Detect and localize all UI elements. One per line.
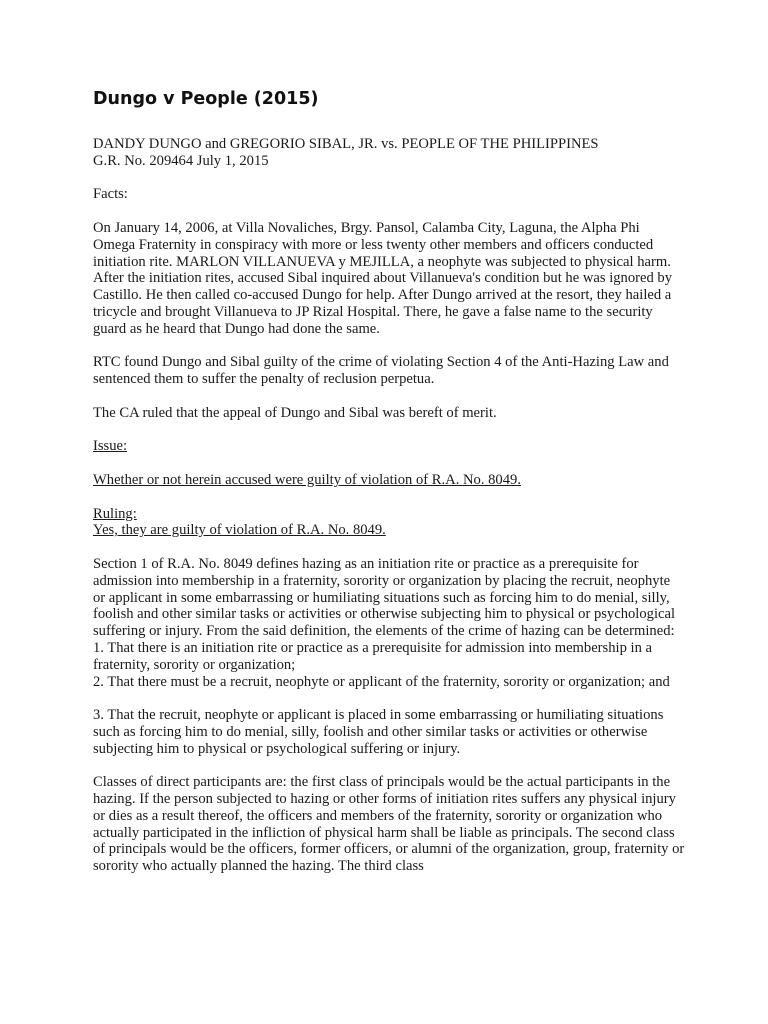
rtc-paragraph: RTC found Dungo and Sibal guilty of the crime of violating Section 4 of the Anti-Hazing Law and sentenced them to suffer the penalty of reclusion perpetua.	[93, 354, 669, 388]
element-1: 1. That there is an initiation rite or practice as a prerequisite for admission into membership in a fraternity, sorority or organization;	[93, 639, 652, 673]
case-caption	[93, 136, 685, 170]
case-name: DANDY DUNGO and GREGORIO SIBAL, JR. vs. PEOPLE OF THE PHILIPPINES	[93, 136, 599, 152]
facts-paragraph-2: After the initiation rites, accused Sibal inquired about Villanueva's condition but he was ignored by Castillo. He then called co-accused Dungo for help. After Dungo arrived at the resort, they hailed a tricycle and brought Villanueva to JP Rizal Hospital. There, he gave a false name to the security guard as he heard that Dungo had done the same.	[93, 270, 673, 337]
document-page	[93, 88, 685, 892]
case-number: G.R. No. 209464 July 1, 2015	[93, 152, 269, 169]
issue-text: Whether or not herein accused were guilty of violation of R.A. No. 8049.	[93, 471, 521, 488]
facts-paragraph-1: On January 14, 2006, at Villa Novaliches, Brgy. Pansol, Calamba City, Laguna, the Alpha Phi Omega Fraternity in conspiracy with more or less twenty other members and officers conducted initiation rite. MARLON VILLANUEVA y MEJILLA, a neophyte was subjected to physical harm.	[93, 219, 671, 270]
issue-heading: Issue:	[93, 438, 128, 455]
document-title: Dungo v People (2015)	[93, 89, 319, 109]
section1-paragraph: Section 1 of R.A. No. 8049 defines hazing as an initiation rite or practice as a prerequisite for admission into membership in a fraternity, sorority or organization by placing the recruit, neophyte or applicant in some embarrassing or humiliating situations such as forcing him to do menial, silly, foolish and other similar tasks or activities or otherwise subjecting him to physical or psychological suffering or injury. From the said definition, the elements of the crime of hazing can be determined:	[93, 555, 676, 640]
ruling-block	[93, 506, 685, 540]
ruling-text: Yes, they are guilty of violation of R.A. No. 8049.	[93, 522, 386, 539]
ruling-heading: Ruling:	[93, 505, 137, 522]
classes-paragraph: Classes of direct participants are: the first class of principals would be the actual participants in the hazing. If the person subjected to hazing or other forms of initiation rites suffers any physical injury or dies as a result thereof, the officers and members of the fraternity, sorority or organization who actually participated in the infliction of physical harm shall be liable as principals. The second class of principals would be the officers, former officers, or alumni of the organization, group, fraternity or sorority who actually planned the hazing. The third class	[93, 774, 685, 875]
element-3: 3. That the recruit, neophyte or applicant is placed in some embarrassing or humiliating situations such as forcing him to do menial, silly, foolish and other similar tasks or activities or otherwise subjecting him to physical or psychological suffering or injury.	[93, 707, 664, 757]
ca-paragraph: The CA ruled that the appeal of Dungo and Sibal was bereft of merit.	[93, 404, 497, 421]
facts-heading: Facts:	[93, 186, 128, 203]
element-2: 2. That there must be a recruit, neophyte or applicant of the fraternity, sorority or organization; and	[93, 673, 670, 690]
